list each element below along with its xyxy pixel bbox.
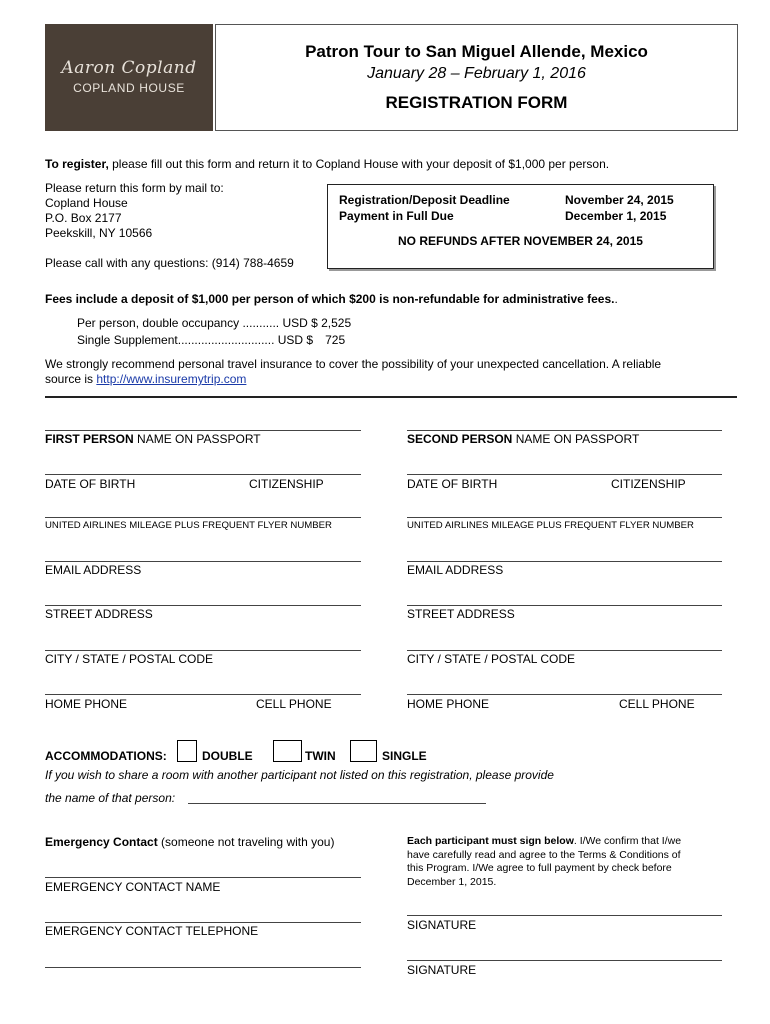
p1-email-label: EMAIL ADDRESS <box>45 563 142 577</box>
p1-name-field[interactable] <box>45 430 361 431</box>
p1-street-field[interactable] <box>45 605 361 606</box>
share-room-name-label: the name of that person: <box>45 791 176 805</box>
page-title: Patron Tour to San Miguel Allende, Mexico <box>305 42 648 61</box>
share-room-text: If you wish to share a room with another participant not listed on this registration, please provide <box>45 768 554 782</box>
p2-city-label: CITY / STATE / POSTAL CODE <box>407 652 576 666</box>
p1-street-label: STREET ADDRESS <box>45 607 153 621</box>
copland-house-logo <box>45 24 213 131</box>
fee-single: Single Supplement............................. USD $ 725 <box>77 333 346 347</box>
p2-street-field[interactable] <box>407 605 722 606</box>
fee-double: Per person, double occupancy ........... USD $ 2,525 <box>77 316 352 330</box>
p1-mileage-field[interactable] <box>45 517 361 518</box>
p2-city-field[interactable] <box>407 650 722 651</box>
p1-name-label: FIRST PERSON NAME ON PASSPORT <box>45 432 261 446</box>
mail-line-4: Peekskill, NY 10566 <box>45 226 153 240</box>
insurance-line-1: We strongly recommend personal travel insurance to cover the possibility of your unexpected cancellation. A reliable <box>45 357 662 371</box>
payment-due-date: December 1, 2015 <box>565 209 667 223</box>
p1-citizenship-label: CITIZENSHIP <box>249 477 324 491</box>
intro-text: To register, please fill out this form and return it to Copland House with your deposit of $1,000 per person. <box>45 157 610 171</box>
p1-home-phone-label: HOME PHONE <box>45 697 128 711</box>
emergency-name-label: EMERGENCY CONTACT NAME <box>45 880 221 894</box>
signature-label-2: SIGNATURE <box>407 963 477 977</box>
twin-label: TWIN <box>305 749 336 763</box>
p2-dob-field[interactable] <box>407 474 722 475</box>
p1-cell-phone-label: CELL PHONE <box>256 697 332 711</box>
tour-dates: January 28 – February 1, 2016 <box>367 65 586 82</box>
deposit-deadline-label: Registration/Deposit Deadline <box>339 193 510 207</box>
twin-checkbox[interactable] <box>273 740 302 762</box>
mail-line-2: Copland House <box>45 196 128 210</box>
p2-citizenship-label: CITIZENSHIP <box>611 477 686 491</box>
p1-city-field[interactable] <box>45 650 361 651</box>
insurance-line-2: source is http://www.insuremytrip.com <box>45 372 247 386</box>
single-label: SINGLE <box>382 749 427 763</box>
title-box <box>215 24 738 131</box>
emergency-phone-field[interactable] <box>45 922 361 923</box>
signature-field-1[interactable] <box>407 915 722 916</box>
mail-line-3: P.O. Box 2177 <box>45 211 122 225</box>
signature-field-2[interactable] <box>407 960 722 961</box>
phone-line: Please call with any questions: (914) 788-4659 <box>45 256 294 270</box>
form-title: REGISTRATION FORM <box>385 93 568 112</box>
extra-blank-line[interactable] <box>45 967 361 968</box>
p2-name-label: SECOND PERSON NAME ON PASSPORT <box>407 432 640 446</box>
p2-phone-field[interactable] <box>407 694 722 695</box>
double-checkbox[interactable] <box>177 740 197 762</box>
p1-city-label: CITY / STATE / POSTAL CODE <box>45 652 214 666</box>
p2-dob-label: DATE OF BIRTH <box>407 477 498 491</box>
signature-label-1: SIGNATURE <box>407 918 477 932</box>
p2-cell-phone-label: CELL PHONE <box>619 697 695 711</box>
p2-mileage-label: UNITED AIRLINES MILEAGE PLUS FREQUENT FLYER NUMBER <box>407 520 694 531</box>
deadline-box <box>327 184 714 269</box>
p2-street-label: STREET ADDRESS <box>407 607 515 621</box>
emergency-heading: Emergency Contact (someone not traveling with you) <box>45 835 335 849</box>
accommodations-label: ACCOMMODATIONS: <box>45 749 167 763</box>
logo-name: COPLAND HOUSE <box>73 81 185 95</box>
p2-email-label: EMAIL ADDRESS <box>407 563 504 577</box>
fees-heading: Fees include a deposit of $1,000 per person of which $200 is non-refundable for administrative fees.. <box>45 292 618 306</box>
emergency-phone-label: EMERGENCY CONTACT TELEPHONE <box>45 924 259 938</box>
double-label: DOUBLE <box>202 749 253 763</box>
share-room-name-field[interactable] <box>188 803 486 804</box>
no-refunds-notice: NO REFUNDS AFTER NOVEMBER 24, 2015 <box>398 234 643 248</box>
payment-due-label: Payment in Full Due <box>339 209 454 223</box>
p2-name-field[interactable] <box>407 430 722 431</box>
logo-signature: Aaron Copland <box>61 58 197 78</box>
mail-line-1: Please return this form by mail to: <box>45 181 224 195</box>
p2-email-field[interactable] <box>407 561 722 562</box>
signature-notice: Each participant must sign below. I/We confirm that I/we have carefully read and agree to the Terms & Conditions of this Program. I/We agree to full payment by check before December 1, 2015. <box>407 835 682 888</box>
p2-mileage-field[interactable] <box>407 517 722 518</box>
deposit-deadline-date: November 24, 2015 <box>565 193 674 207</box>
p2-home-phone-label: HOME PHONE <box>407 697 490 711</box>
single-checkbox[interactable] <box>350 740 377 762</box>
insurance-link[interactable]: http://www.insuremytrip.com <box>96 372 247 386</box>
p1-email-field[interactable] <box>45 561 361 562</box>
emergency-name-field[interactable] <box>45 877 361 878</box>
p1-dob-label: DATE OF BIRTH <box>45 477 136 491</box>
p1-mileage-label: UNITED AIRLINES MILEAGE PLUS FREQUENT FLYER NUMBER <box>45 520 332 531</box>
p1-phone-field[interactable] <box>45 694 361 695</box>
p1-dob-field[interactable] <box>45 474 361 475</box>
section-divider <box>45 396 737 398</box>
